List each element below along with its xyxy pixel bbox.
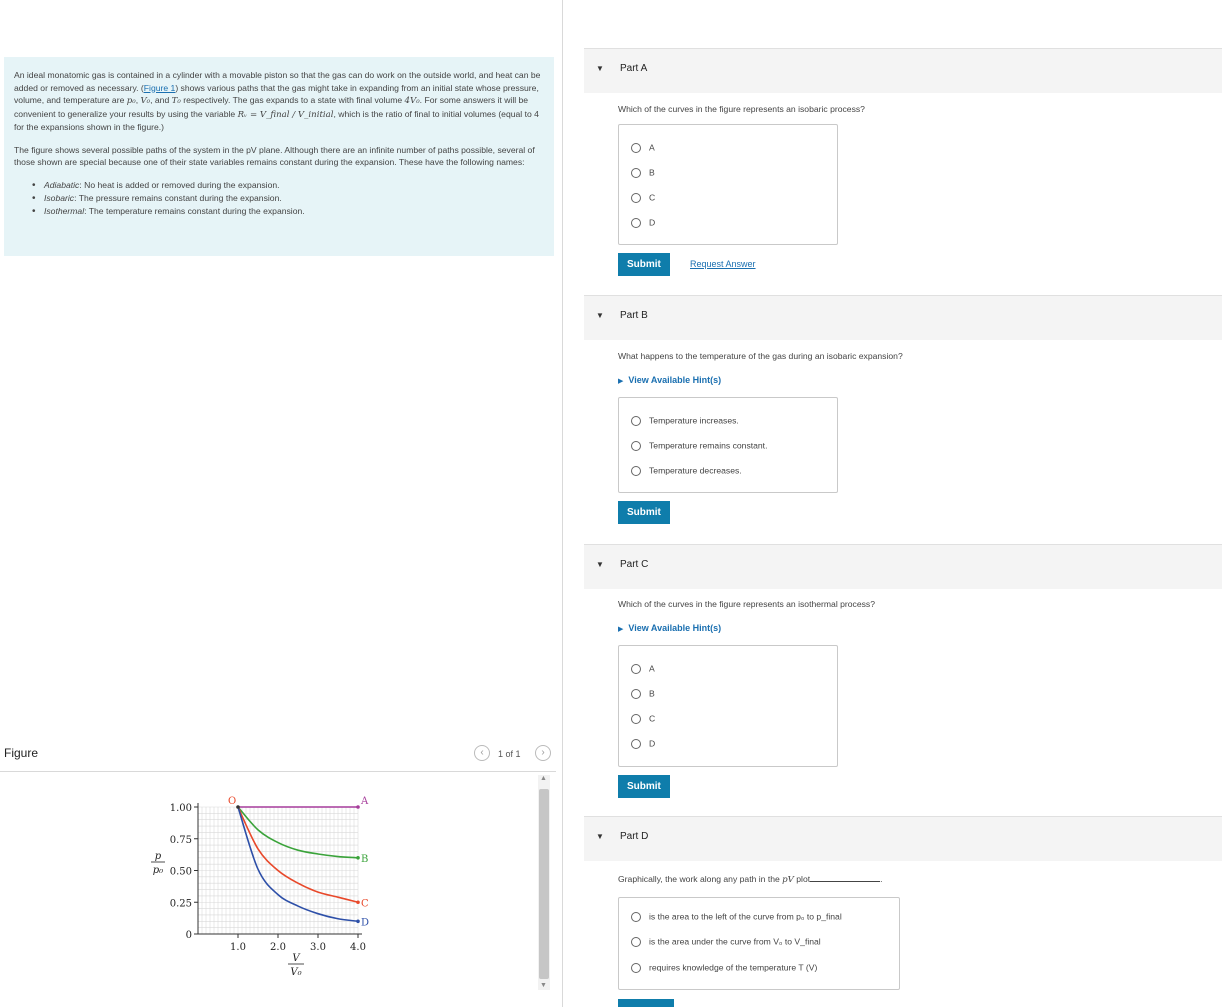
- intro-text: . For some answers it will be convenient to generalize your results by using the variable: [14, 95, 529, 119]
- radio-button[interactable]: [631, 664, 641, 674]
- radio-option[interactable]: [631, 191, 655, 203]
- series-label-c: C: [361, 898, 369, 910]
- option-label: is the area to the left of the curve from p₀ to p_final: [649, 911, 842, 922]
- part-title: Part D: [620, 831, 649, 842]
- option-label: is the area under the curve from V₀ to V_final: [649, 936, 821, 947]
- x-tick-label: 2.0: [270, 942, 286, 953]
- part-b-header[interactable]: [584, 295, 1222, 340]
- question-text: .: [880, 874, 883, 884]
- radio-button[interactable]: [631, 937, 641, 947]
- option-label: Temperature decreases.: [649, 465, 742, 476]
- radio-option[interactable]: [631, 662, 655, 674]
- left-pane: [0, 0, 563, 1007]
- hint-label: View Available Hint(s): [628, 623, 722, 633]
- expand-triangle-icon: ▶: [618, 378, 624, 385]
- list-item: [32, 192, 544, 205]
- radio-button[interactable]: [631, 963, 641, 973]
- intro-text: , which is the ratio of final to initial volumes (equal to 4 for the expansions shown in the figure.): [14, 108, 539, 132]
- term: Adiabatic: [44, 179, 80, 190]
- t0-symbol: T₀: [171, 96, 181, 106]
- view-hints-link[interactable]: [618, 623, 721, 633]
- scroll-thumb[interactable]: [539, 789, 549, 979]
- expand-triangle-icon: ▶: [618, 626, 624, 633]
- radio-option[interactable]: [631, 464, 742, 476]
- part-d-submit-button[interactable]: [618, 999, 674, 1007]
- radio-button[interactable]: [631, 143, 641, 153]
- series-label-b: B: [361, 853, 369, 865]
- view-hints-link[interactable]: [618, 375, 721, 385]
- series-endpoint-d: [356, 920, 360, 924]
- term-description: : The temperature remains constant during the expansion.: [84, 205, 305, 216]
- x-tick-label: 4.0: [350, 942, 366, 953]
- option-label: requires knowledge of the temperature T (V): [649, 962, 818, 973]
- term-description: : The pressure remains constant during the expansion.: [74, 192, 282, 203]
- y-tick-label: 0.25: [169, 898, 192, 910]
- scroll-up-icon[interactable]: ▲: [540, 775, 547, 782]
- intro-paragraph-2: The figure shows several possible paths of the system in the pV plane. Although there are an infinite number of paths possible, several of those shown are special because one of their state variables remains constant during the expansion. These have the following names:: [14, 144, 535, 167]
- pv-symbol: pV: [782, 875, 794, 885]
- y-axis-label-denominator: p₀: [152, 865, 164, 876]
- rv-formula: Rᵥ = V_final / V_initial: [237, 109, 334, 120]
- figure-scrollbar[interactable]: [538, 775, 550, 990]
- radio-option[interactable]: [631, 961, 817, 973]
- chart-labels: [151, 796, 369, 978]
- collapse-triangle-icon[interactable]: ▼: [596, 311, 604, 320]
- part-title: Part B: [620, 310, 648, 321]
- vfinal-symbol: 4V₀: [404, 96, 420, 106]
- part-title: Part A: [620, 63, 648, 74]
- v0-symbol: V₀: [140, 96, 151, 106]
- radio-option[interactable]: [631, 687, 655, 699]
- y-tick-label: 0: [185, 930, 192, 941]
- option-label: B: [649, 688, 655, 699]
- part-c-options: [618, 645, 838, 767]
- radio-button[interactable]: [631, 416, 641, 426]
- part-d-header[interactable]: [584, 816, 1222, 861]
- radio-option[interactable]: [631, 737, 655, 749]
- part-c-submit-button[interactable]: Submit: [618, 775, 670, 798]
- radio-button[interactable]: [631, 441, 641, 451]
- radio-option[interactable]: [631, 166, 655, 178]
- origin-label: O: [228, 796, 237, 807]
- origin-point: [236, 805, 240, 809]
- intro-text: respectively. The gas expands to a state with final volume: [180, 95, 405, 105]
- series-endpoint-a: [356, 805, 360, 809]
- question-text: plot: [793, 874, 811, 884]
- intro-paragraph-1: [14, 69, 544, 134]
- figure-link[interactable]: Figure 1: [143, 82, 176, 93]
- part-d-question: [618, 873, 883, 885]
- part-d-options: [618, 897, 900, 990]
- part-b-options: [618, 397, 838, 493]
- part-a-header[interactable]: [584, 48, 1222, 93]
- radio-button[interactable]: [631, 739, 641, 749]
- term: Isobaric: [44, 192, 75, 203]
- hint-label: View Available Hint(s): [628, 375, 722, 385]
- radio-button[interactable]: [631, 714, 641, 724]
- request-answer-link[interactable]: Request Answer: [690, 259, 756, 269]
- collapse-triangle-icon[interactable]: ▼: [596, 832, 604, 841]
- intro-text: ) shows various paths that the gas might take in expanding from an initial state whose pressure, volume, and temperature are: [14, 82, 539, 105]
- part-c-question: Which of the curves in the figure represents an isothermal process?: [618, 599, 875, 609]
- radio-button[interactable]: [631, 466, 641, 476]
- radio-option[interactable]: [631, 712, 655, 724]
- part-a-options: [618, 124, 838, 245]
- option-label: Temperature increases.: [649, 415, 739, 426]
- part-b-question: What happens to the temperature of the gas during an isobaric expansion?: [618, 351, 903, 361]
- answer-blank: [810, 873, 883, 884]
- collapse-triangle-icon[interactable]: ▼: [596, 560, 604, 569]
- radio-option[interactable]: [631, 910, 842, 922]
- chevron-left-icon[interactable]: ‹: [474, 745, 490, 761]
- question-text: Graphically, the work along any path in the: [618, 874, 783, 884]
- intro-text: , and: [150, 95, 172, 105]
- series-endpoint-c: [356, 900, 360, 904]
- list-item: [32, 205, 544, 218]
- radio-option[interactable]: [631, 216, 655, 228]
- x-axis-label-denominator: V₀: [290, 967, 302, 978]
- x-axis-label-numerator: V: [292, 953, 300, 964]
- problem-intro: [4, 57, 554, 256]
- intro-text: An ideal monatomic gas is contained in a cylinder with a movable piston so that the gas can do work on the outside world, and heat can be added or removed as necessary. (: [14, 70, 541, 93]
- option-label: D: [649, 217, 656, 228]
- option-label: D: [649, 738, 656, 749]
- option-label: Temperature remains constant.: [649, 440, 768, 451]
- part-a-submit-button[interactable]: Submit: [618, 253, 670, 276]
- radio-option[interactable]: [631, 141, 655, 153]
- part-a-question: Which of the curves in the figure represents an isobaric process?: [618, 104, 865, 114]
- figure-header: [0, 740, 556, 772]
- collapse-triangle-icon[interactable]: ▼: [596, 64, 604, 73]
- radio-button[interactable]: [631, 168, 641, 178]
- figure-title: Figure: [4, 746, 39, 760]
- series-label-a: A: [361, 796, 369, 807]
- radio-option[interactable]: [631, 439, 767, 451]
- option-label: A: [649, 142, 655, 153]
- radio-option[interactable]: [631, 935, 821, 947]
- scroll-down-icon[interactable]: ▼: [540, 982, 547, 989]
- intro-text: ,: [135, 95, 141, 105]
- y-tick-label: 0.50: [169, 866, 192, 878]
- radio-button[interactable]: [631, 218, 641, 228]
- part-title: Part C: [620, 559, 649, 570]
- process-list: [14, 179, 544, 218]
- term: Isothermal: [44, 205, 85, 216]
- option-label: C: [649, 192, 656, 203]
- radio-option[interactable]: [631, 414, 739, 426]
- term-description: : No heat is added or removed during the expansion.: [79, 179, 280, 190]
- part-c-header[interactable]: [584, 544, 1222, 589]
- series-endpoint-b: [356, 856, 360, 860]
- y-tick-label: 0.75: [169, 834, 192, 846]
- x-tick-label: 1.0: [230, 942, 246, 953]
- list-item: [32, 179, 544, 192]
- option-label: C: [649, 713, 656, 724]
- x-tick-label: 3.0: [310, 942, 326, 953]
- series-label-d: D: [361, 917, 370, 929]
- right-pane: [564, 0, 1222, 1007]
- part-b-submit-button[interactable]: Submit: [618, 501, 670, 524]
- figure-count: 1 of 1: [498, 749, 521, 759]
- radio-button[interactable]: [631, 193, 641, 203]
- y-tick-label: 1.00: [169, 803, 192, 814]
- radio-button[interactable]: [631, 912, 641, 922]
- option-label: A: [649, 663, 655, 674]
- pv-chart: [140, 785, 390, 990]
- option-label: B: [649, 167, 655, 178]
- p0-symbol: p₀: [126, 96, 136, 106]
- y-axis-label-numerator: p: [154, 851, 162, 862]
- radio-button[interactable]: [631, 689, 641, 699]
- chevron-right-icon[interactable]: ›: [535, 745, 551, 761]
